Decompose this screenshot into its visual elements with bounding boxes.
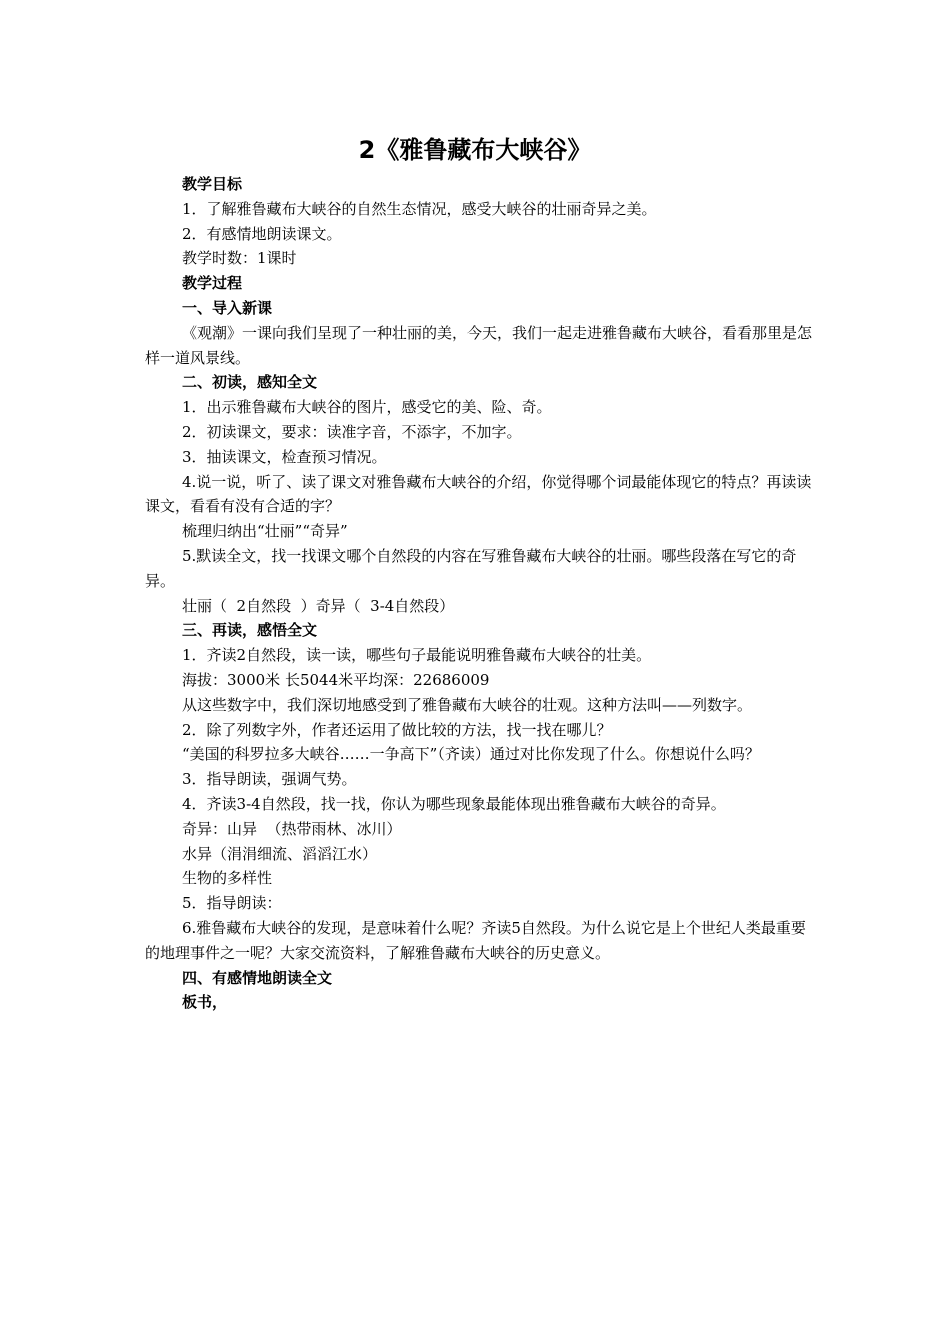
paragraph: 1．出示雅鲁藏布大峡谷的图片，感受它的美、险、奇。	[182, 398, 552, 417]
paragraph: 5．指导朗读：	[182, 894, 282, 913]
paragraph: 壮丽（ 2自然段 ）奇异（ 3-4自然段）	[182, 596, 455, 615]
paragraph: 3．抽读课文，检查预习情况。	[182, 447, 387, 466]
paragraph: 教学时数：1课时	[182, 249, 297, 268]
paragraph: 海拔：3000米 长5044米平均深：22686009	[182, 670, 490, 689]
paragraph: 6.雅鲁藏布大峡谷的发现，是意味着什么呢？齐读5自然段。为什么说它是上个世纪人类最重要的地理事件之一呢？大家交流资料，了解雅鲁藏布大峡谷的历史意义。	[145, 918, 806, 962]
paragraph: 梳理归纳出“壮丽”“奇异”	[182, 522, 348, 541]
heading-teaching-process: 教学过程	[182, 274, 243, 293]
paragraph: 4.说一说，听了、读了课文对雅鲁藏布大峡谷的介绍，你觉得哪个词最能体现它的特点？再读读课文，看看有没有合适的字？	[145, 472, 812, 516]
section-heading: 一、导入新课	[182, 298, 273, 317]
paragraph: 《观潮》一课向我们呈现了一种壮丽的美，今天，我们一起走进雅鲁藏布大峡谷，看看那里是怎样一道风景线。	[145, 323, 813, 367]
board-writing-heading: 板书，	[182, 993, 228, 1012]
paragraph: 5.默读全文，找一找课文哪个自然段的内容在写雅鲁藏布大峡谷的壮丽。哪些段落在写它的奇异。	[145, 546, 797, 590]
paragraph: 奇异：山异 （热带雨林、冰川）	[182, 819, 402, 838]
paragraph: 2．除了列数字外，作者还运用了做比较的方法，找一找在哪儿？	[182, 720, 612, 739]
paragraph: 3．指导朗读，强调气势。	[182, 770, 357, 789]
paragraph: “美国的科罗拉多大峡谷……一争高下”（齐读）通过对比你发现了什么。你想说什么吗？	[182, 745, 760, 764]
document-title: 2《雅鲁藏布大峡谷》	[358, 136, 592, 164]
paragraph: 从这些数字中，我们深切地感受到了雅鲁藏布大峡谷的壮观。这种方法叫——列数字。	[182, 695, 753, 714]
section-heading: 二、初读，感知全文	[182, 373, 318, 392]
paragraph: 2．有感情地朗读课文。	[182, 224, 342, 243]
paragraph: 1．了解雅鲁藏布大峡谷的自然生态情况，感受大峡谷的壮丽奇异之美。	[182, 199, 657, 218]
heading-teaching-goals: 教学目标	[182, 175, 243, 193]
section-heading: 四、有感情地朗读全文	[182, 968, 333, 987]
paragraph: 水异（涓涓细流、滔滔江水）	[182, 844, 378, 863]
section-heading: 三、再读，感悟全文	[182, 621, 318, 640]
paragraph: 4．齐读3-4自然段，找一找，你认为哪些现象最能体现出雅鲁藏布大峡谷的奇异。	[182, 794, 726, 813]
paragraph: 1．齐读2自然段，读一读，哪些句子最能说明雅鲁藏布大峡谷的壮美。	[182, 646, 652, 665]
document-body	[145, 172, 813, 1015]
paragraph: 生物的多样性	[182, 869, 273, 888]
paragraph: 2．初读课文，要求：读准字音，不添字，不加字。	[182, 422, 522, 441]
